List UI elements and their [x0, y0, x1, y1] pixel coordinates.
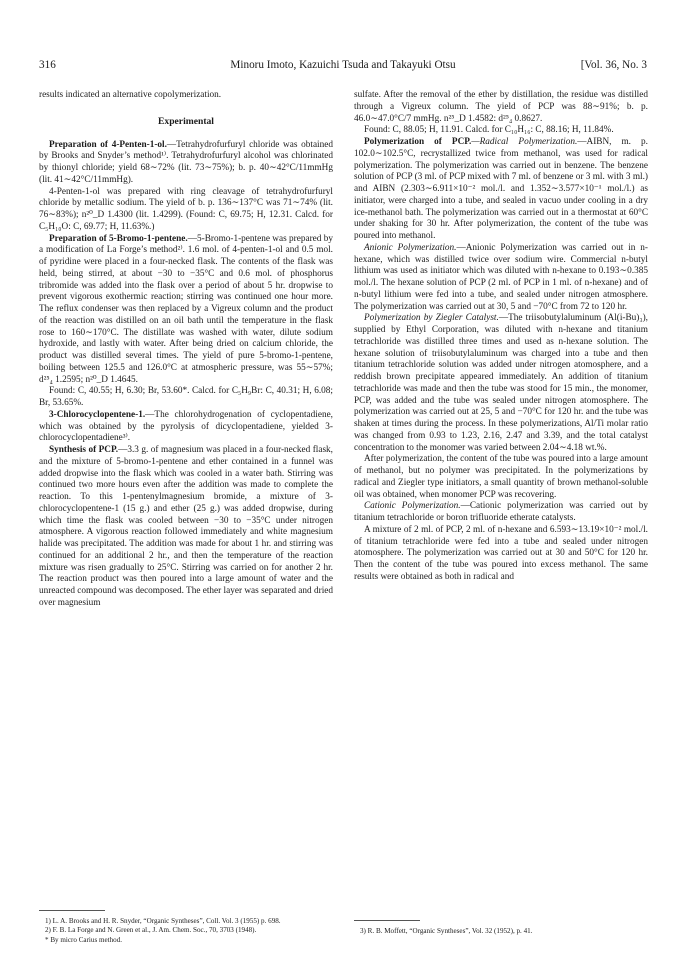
paragraph-subheading: Anionic Polymerization. [364, 242, 457, 253]
paragraph-subheading: —Radical Polymerization. [471, 137, 578, 147]
paragraph-text: —AIBN, m. p. 102.0∼102.5°C, recrystallized twice from methanol, was used for radical polymerization. The polymerization was carried out in benzene. The benzene solution of PCP (3 ml. of PCP mixed with 7 ml. of benzene or 3 ml. with 3 ml.) and AIBN (2.303∼6.911×10⁻² mol./l. and 1.352∼3.577×10⁻¹ mol./l.) as initiator, were charged into a tube, and sealed in vacuo under cooling in a dry ice-methanol bath. The polymerization was carried out in a thermostat at 60°C under shaking for 30 hr. After polymerization, the content of the tube was poured into methanol. [354, 137, 648, 241]
paragraph-text: —The triisobutylaluminum (Al(i-Bu)₃), supplied by Ethyl Corporation, was diluted with n-hexane and titanium tetrachloride was distilled three times and used as n-hexane solution. The hexane solution of triisobutylaluminum was charged into a tube and then titanium tetrachloride solution was added under nitrogen atomosphere, and a reddish brown precipitate appeared immediately. An addition of titanium tetrachloride was made and then the tube was stood for 15 min., the monomer, PCP, was added and the tube was sealed under nitrogen atomosphere. The polymerization was carried out at 25, 5 and −70°C for 120 hr. and the tube was shaken at times during the process. In these polymerizations, Al/Ti molar ratio was changed from 0.93 to 1.23, 2.16, 2.47 and 3.39, and the total catalyst concentration to the monomer was varied between 2.04∼4.18 wt.%. [354, 313, 648, 453]
paragraph-subheading: Polymerization by Ziegler Catalyst. [364, 313, 499, 324]
paragraph-heading: Synthesis of PCP. [49, 445, 119, 455]
paragraph-text: —Anionic Polymerization was carried out in n-hexane, which was distilled twice over sodium wire. Commercial n-butyl lithium was used as initiator which was diluted with n-hexane to 0.193∼0.385 mol./l. The hexane solution of PCP (2 ml. of PCP in 1 ml. of n-hexane) and of n-butyl lithium were fed into a tube, and sealed under nitrogen atmosphere. The polymerization was carried out at 30, 5 and −70°C from 72 to 120 hr. [354, 242, 648, 312]
running-authors: Minoru Imoto, Kazuichi Tsuda and Takayuki Otsu [230, 59, 456, 71]
footnote: 2) F. B. La Forge and N. Green et al., J. Am. Chem. Soc., 70, 3703 (1948). [45, 926, 257, 935]
paragraph [39, 140, 333, 187]
paragraph: A mixture of 2 ml. of PCP, 2 ml. of n-hexane and 6.593∼13.19×10⁻² mol./l. of titanium tetrachloride were fed into a tube and sealed under nitrogen atomosphere. The polymerization was carried out at 30 and 50°C for 120 hr. Then the content of the tube was poured into excess methanol. The same results were obtained as both in radical and [354, 524, 648, 582]
paragraph [39, 445, 333, 610]
page-number: 316 [39, 59, 56, 71]
paragraph-heading: 3-Chlorocyclopentene-1. [49, 409, 146, 420]
paragraph-text: —Cationic polymerization was carried out by titanium tetrachloride or boron trifluoride etherate catalysts. [354, 501, 648, 523]
paragraph: After polymerization, the content of the tube was poured into a large amount of methanol, but no polymer was precipitated. In the polymerizations by radical and Ziegler type initiators, a small quantity of brown methanol-soluble oil was obtained, when monomer PCP was recovering. [354, 454, 648, 500]
paragraph [39, 234, 333, 387]
volume-issue: [Vol. 36, No. 3 [580, 59, 647, 71]
paragraph: Found: C, 40.55; H, 6.30; Br, 53.60*. Calcd. for C₅H₉Br: C, 40.31; H, 6.08; Br, 53.65%. [39, 386, 333, 408]
paragraph-heading: Polymerization of PCP. [364, 137, 472, 147]
left-column [39, 90, 333, 610]
footnotes-right [354, 920, 648, 936]
paragraph [39, 410, 333, 445]
footnotes-left [39, 910, 333, 945]
paragraph-text: —The chlorohydrogenation of cyclopentadiene, which was obtained by the pyrolysis of dicyclopentadiene, yielded 3-chlorocyclopentadiene³⁾. [39, 409, 333, 444]
running-header [39, 59, 647, 75]
footnote: 3) R. B. Moffett, “Organic Syntheses”, Vol. 32 (1952), p. 41. [360, 927, 533, 935]
right-column [354, 90, 648, 584]
paragraph [354, 313, 648, 454]
paragraph [354, 501, 648, 525]
paragraph-heading: Preparation of 5-Bromo-1-pentene. [49, 233, 188, 244]
paragraph-text: —Tetrahydrofurfuryl chloride was obtained by Brooks and Snyder’s method¹⁾. Tetrahydrofurfuryl alcohol was chlorinated by thionyl chloride; yield 68∼72% (lit. 73∼75%); b. p. 40∼42°C/11mmHg (lit. 41∼42°C/11mmHg). [39, 139, 333, 185]
paragraph [354, 243, 648, 314]
paragraph-heading: Preparation of 4-Penten-1-ol. [49, 139, 167, 150]
paragraph: Found: C, 88.05; H, 11.91. Calcd. for C₁₀H₁₆: C, 88.16; H, 11.84%. [364, 125, 614, 136]
paragraph: 4-Penten-1-ol was prepared with ring cleavage of tetrahydrofurfuryl chloride by metallic sodium. The yield of b. p. 136∼137°C was 71∼74% (lit. 76∼83%); n²⁰_D 1.4300 (lit. 1.4299). (Found: C, 69.75; H, 12.31. Calcd. for C₅H₁₀O: C, 69.77; H, 11.63%.) [39, 186, 333, 232]
paragraph-text: —3.3 g. of magnesium was placed in a four-necked flask, and the mixture of 5-bromo-1-pentene and ether contained in a funnel was added dropwise into the flask which was cooled in a water bath. Stirring was continued two more hours even after the addition was made to complete the reaction. To this 1-pentenylmagnesium bromide, a mixture of 3-chlorocyclopentene-1 (15 g.) and ether (25 g.) was added dropwise, during which time the flask was cooled between −30 to −35°C under nitrogen atmosphere. A vigorous reaction followed immediately and white magnesium halide was precipitated. The addition was made for about 1 hr. and stirring was continued for an additional 2 hr., and then the temperature of the reaction mixture was risen gradually to 25°C. Stirring was carried on for another 2 hr. The reaction product was then poured into a large amount of water and the unreacted compound was decomposed. The ether layer was separated and dried over magnesium [39, 445, 333, 608]
footnote-rule [354, 920, 420, 921]
paragraph: sulfate. After the removal of the ether by distillation, the residue was distilled through a Vigreux column. The yield of PCP was 88∼91%; b. p. 46.0∼47.0°C/7 mmHg. n²⁵_D 1.4582: d²⁵₄ 0.8627. [354, 90, 648, 124]
paragraph-subheading: Cationic Polymerization. [364, 501, 461, 512]
footnote: * By micro Carius method. [45, 935, 123, 944]
footnote: 1) L. A. Brooks and H. R. Snyder, “Organic Syntheses”, Coll. Vol. 3 (1955) p. 698. [45, 917, 281, 925]
intro-continuation: results indicated an alternative copolymerization. [39, 90, 222, 100]
paragraph-text: —5-Bromo-1-pentene was prepared by a modification of La Forge’s method²⁾. 1.6 mol. of 4-penten-1-ol and 0.5 mol. of pyridine were placed in a four-necked flask. The contents of the flask was held, being stirred, at about −30 to −35°C and 0.6 mol. of phosphorus tribromide was added into the flask over a period of about 5 hr. dropwise to prevent vigorous exothermic reaction; stirring was continued one hour more. The reflux condenser was then replaced by a Vigreux column and the product of the reaction was distilled on an oil bath until the temperature in the flask rose to 160∼170°C. The distillate was washed with water, dilute sodium hydroxide, and lastly with water. After being dried on calcium chloride, the product was distilled several times. The yield of pure 5-bromo-1-pentene, boiling between 125.5 and 126.0°C at atmospheric pressure, was 55∼57%; d²⁵₄ 1.2595; n²⁰_D 1.4645. [39, 233, 333, 385]
paragraph [354, 137, 648, 243]
section-heading: Experimental [158, 115, 214, 127]
footnote-rule [39, 910, 105, 911]
